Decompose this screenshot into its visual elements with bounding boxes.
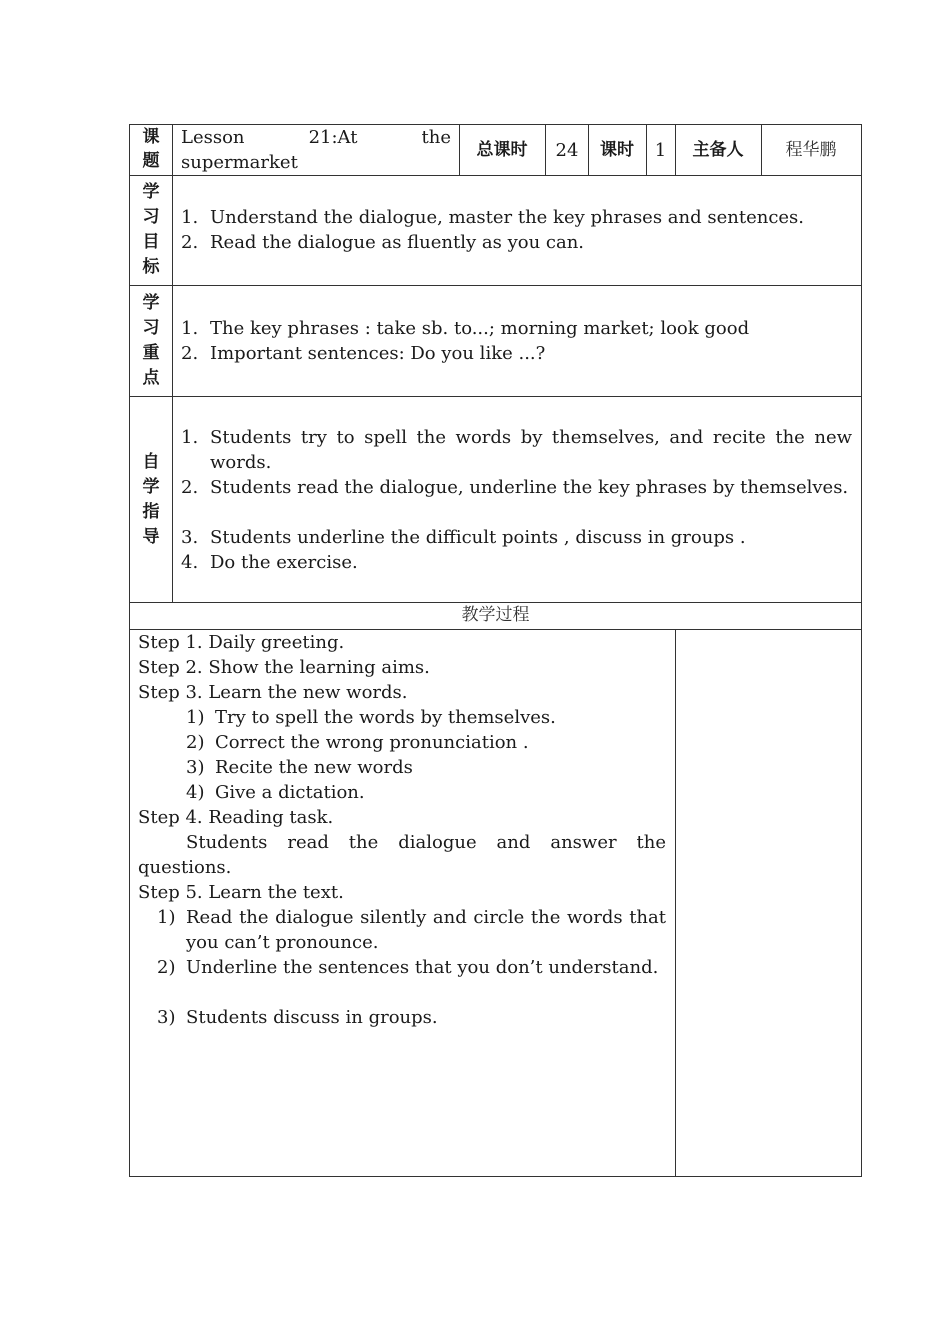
process-title: 教学过程 <box>461 605 530 625</box>
key-point-item: The key phrases : take sb. to...; morning market; look good <box>210 318 750 339</box>
step-2: Step 2. Show the learning aims. <box>138 657 430 678</box>
step-1: Step 1. Daily greeting. <box>138 632 345 653</box>
total-hours-label: 总课时 <box>476 140 528 160</box>
step-5-item: Students discuss in groups. <box>186 1007 438 1028</box>
topic-label: 课题 <box>142 127 160 171</box>
preparer-label: 主备人 <box>692 140 744 160</box>
key-points-label: 学习重点 <box>142 293 160 388</box>
step-3-item: Try to spell the words by themselves. <box>215 707 556 728</box>
self-study-item: Students try to spell the words by themselves, and recite the new words. <box>210 427 852 473</box>
step-5: Step 5. Learn the text. <box>138 882 344 903</box>
step-3: Step 3. Learn the new words. <box>138 682 408 703</box>
step-4-text: Students read the dialogue and answer the questions. <box>138 832 666 878</box>
key-point-item: Important sentences: Do you like ...? <box>210 343 546 364</box>
step-4: Step 4. Reading task. <box>138 807 334 828</box>
step-3-item: Correct the wrong pronunciation . <box>215 732 529 753</box>
step-3-item: Give a dictation. <box>215 782 365 803</box>
step-5-item: Read the dialogue silently and circle the words that you can’t pronounce. <box>186 907 666 953</box>
goal-item: Understand the dialogue, master the key phrases and sentences. <box>210 207 805 228</box>
self-study-item: Students read the dialogue, underline the key phrases by themselves. <box>210 477 849 498</box>
period-label: 课时 <box>600 140 634 160</box>
total-hours-value: 24 <box>555 140 579 161</box>
self-study-item: Students underline the difficult points , discuss in groups . <box>210 527 746 548</box>
self-study-item: Do the exercise. <box>210 552 358 573</box>
topic-value: Lesson 21:At the supermarket <box>181 127 451 173</box>
step-5-item: Underline the sentences that you don’t understand. <box>186 957 659 978</box>
step-3-item: Recite the new words <box>215 757 413 778</box>
self-study-label: 自学指导 <box>142 452 160 547</box>
goal-item: Read the dialogue as fluently as you can. <box>210 232 585 253</box>
goals-label: 学习目标 <box>142 182 160 277</box>
period-value: 1 <box>654 140 667 161</box>
preparer-value: 程华鹏 <box>785 140 837 160</box>
